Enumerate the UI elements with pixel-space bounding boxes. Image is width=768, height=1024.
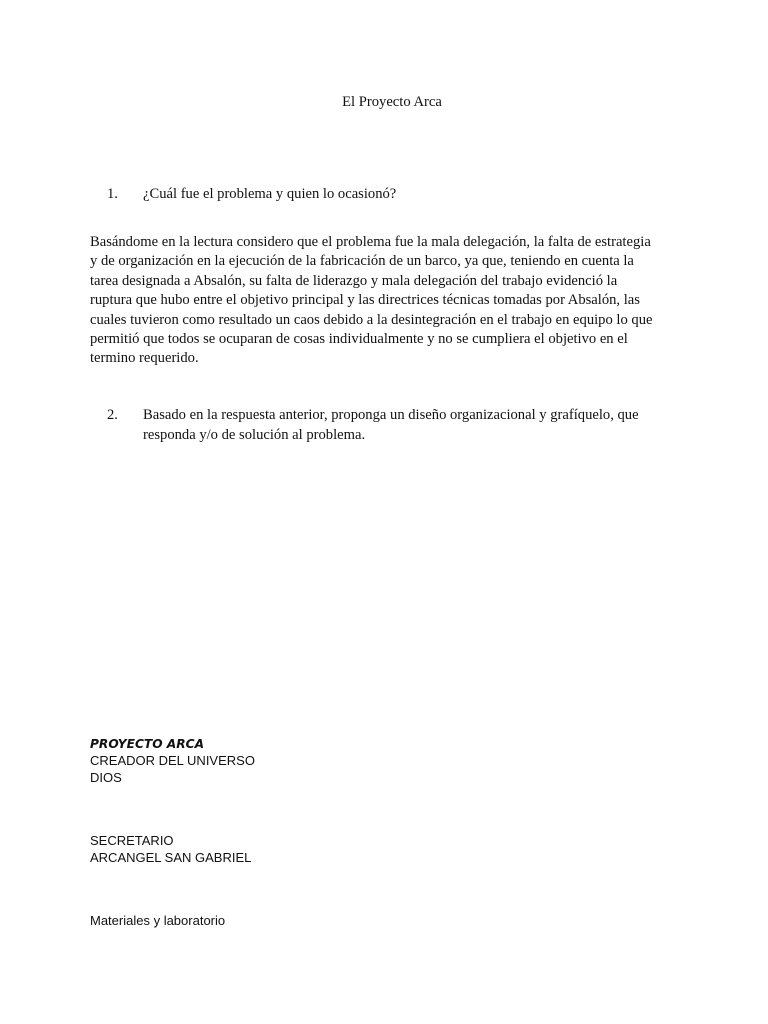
document-title: El Proyecto Arca — [342, 94, 442, 110]
org-chart-role: Materiales y laboratorio — [90, 913, 226, 928]
question-line: responda y/o de solución al problema. — [143, 427, 366, 443]
question-line: Basado en la respuesta anterior, proponga un diseño organizacional y grafíquelo, que — [143, 407, 639, 423]
question-number: 2. — [107, 407, 118, 423]
org-chart-role: CREADOR DEL UNIVERSO — [90, 753, 255, 768]
org-chart-role: SECRETARIO — [90, 833, 174, 848]
question-line: ¿Cuál fue el problema y quien lo ocasionó? — [143, 186, 397, 202]
answer-line: Basándome en la lectura considero que el problema fue la mala delegación, la falta de estrategia — [90, 234, 651, 250]
org-chart-person: ARCANGEL SAN GABRIEL — [90, 850, 252, 865]
org-chart-block-top — [90, 736, 255, 786]
answer-line: tarea designada a Absalón, su falta de liderazgo y mala delegación del trabajo evidenció la — [90, 272, 618, 289]
answer-line: termino requerido. — [90, 350, 199, 367]
answer-line: y de organización en la ejecución de la fabricación de un barco, ya que, teniendo en cuenta la — [90, 253, 634, 270]
answer-line: permitió que todos se ocuparan de cosas individualmente y no se cumpliera el objetivo en el — [90, 330, 628, 347]
org-chart-person: DIOS — [90, 770, 122, 785]
answer-paragraph — [90, 232, 680, 368]
org-chart-block-secretary — [90, 832, 251, 866]
answer-line: ruptura que hubo entre el objetivo principal y las directrices técnicas tomadas por Absalón, las — [90, 292, 640, 309]
answer-line: cuales tuvieron como resultado un caos debido a la desintegración en el trabajo en equipo lo que — [90, 311, 653, 328]
org-chart-block-materials — [90, 912, 225, 929]
org-chart-heading: PROYECTO ARCA — [90, 737, 204, 751]
question-number: 1. — [107, 186, 118, 202]
question-text — [143, 405, 683, 445]
question-text — [143, 184, 683, 204]
